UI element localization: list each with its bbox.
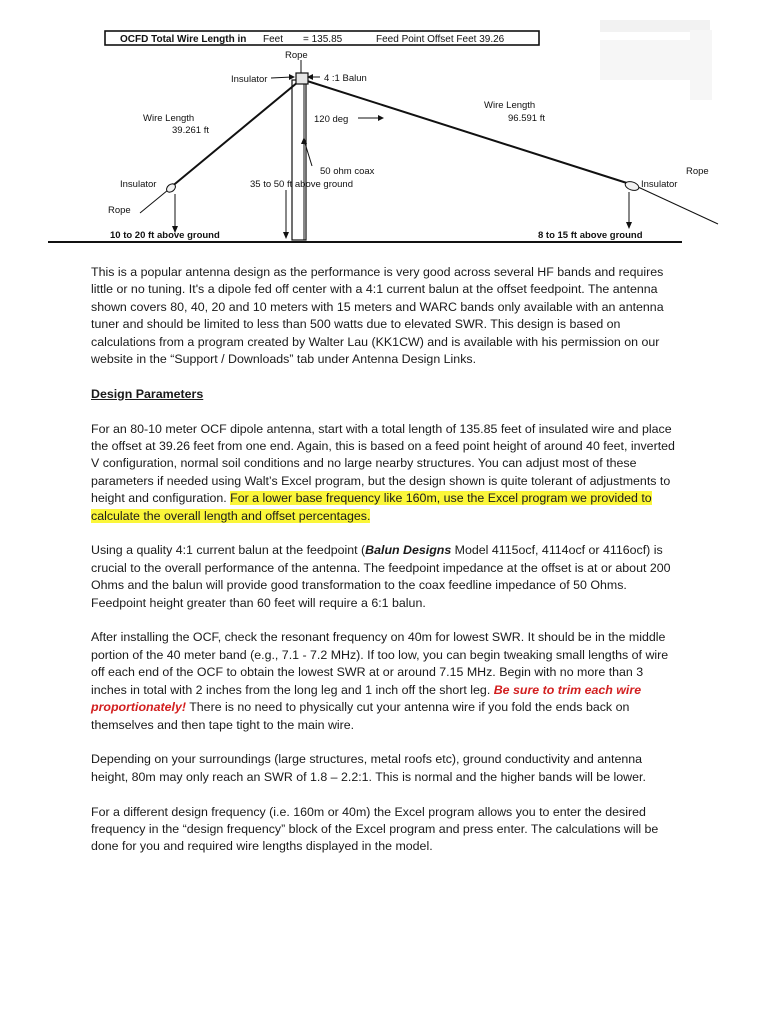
label-angle: 120 deg	[314, 114, 349, 125]
label-wire-left: Wire Length	[143, 113, 195, 124]
highlighted-text: For a lower base frequency like 160m, use the Excel program we provided to calculate the overall length and offset percentages.	[91, 491, 652, 523]
rope-left-line	[140, 190, 168, 213]
label-rope-right: Rope	[686, 166, 709, 177]
label-rope-left: Rope	[108, 205, 131, 216]
arrow-right-ground	[626, 222, 632, 229]
paragraph-tuning-text-a: After installing the OCF, check the resonant frequency on 40m for lowest SWR. It should be in the middle portion of the 40 meter band (e.g., 7.1 - 7.2 MHz). If too low, you can begin tweaking small lengths of wire off each end of the OCF to obtain the lowest SWR at or around 7.15 MHz. Begin with no more than 3 inches in total with 2 inches from the long leg and 1 inch off the short leg.	[91, 630, 669, 697]
header-offset: Feed Point Offset Feet 39.26	[376, 34, 505, 45]
paragraph-intro: This is a popular antenna design as the performance is very good across several HF bands and requires little or no tuning. It's a dipole fed off center with a 4:1 current balun at the offset feedpoint. The antenna shown covers 80, 40, 20 and 10 meters with 15 meters and WARC bands only available with an antenna tuner and should be limited to less than 500 watts due to elevated SWR. This design is based on calculations from a program created by Walter Lau (KK1CW) and is available with his permission on our website in the “Support / Downloads” tab under Antenna Design Links.	[91, 265, 664, 367]
paragraph-balun-text-b: Model 4115ocf, 4114ocf or 4116ocf) is crucial to the overall performance of the antenna. The feedpoint impedance at the offset is at or about 200 Ohms and the balun will provide good transformation to the coax feedline impedance of 50 Ohms. Feedpoint height greater than 60 feet will require a 6:1 balun.	[91, 543, 671, 610]
header-title: OCFD Total Wire Length in	[120, 34, 247, 45]
paragraph-surroundings: Depending on your surroundings (large structures, metal roofs etc), ground conductivity and antenna height, 80m may only reach an SWR of 1.8 – 2.2:1. This is normal and the higher bands will be lower.	[91, 752, 646, 784]
label-feed-height: 35 to 50 ft above ground	[250, 179, 353, 190]
label-wire-right-value: 96.591 ft	[508, 113, 545, 124]
label-balun: 4 :1 Balun	[324, 73, 367, 84]
balun-icon	[296, 73, 308, 84]
label-insulator-left: Insulator	[120, 179, 157, 190]
document-body	[91, 264, 681, 873]
paragraph-parameters	[91, 421, 681, 525]
label-wire-left-value: 39.261 ft	[172, 125, 209, 136]
scan-artifact	[600, 20, 712, 100]
paragraph-design-frequency: For a different design frequency (i.e. 160m or 40m) the Excel program allows you to enter the desired frequency in the “design frequency” block of the Excel program and press enter. The calculations will be done for you and required wire lengths displayed in the model.	[91, 804, 659, 854]
warning-text: Be sure to trim each wire proportionately!	[91, 682, 642, 715]
arrow-insulator-top	[289, 74, 295, 80]
paragraph-parameters-text: For an 80-10 meter OCF dipole antenna, start with a total length of 135.85 feet of insulated wire and place the offset at 39.26 feet from one end. Again, this is based on a feed point height of around 40 feet, inverted V configuration, normal soil conditions and no large nearby structures. You can adjust most of these parameters if needed using Walt’s Excel program, but the design shown is quite tolerant of adjustments to height and configuration.	[91, 421, 675, 506]
antenna-diagram	[0, 0, 768, 250]
label-wire-right: Wire Length	[484, 100, 536, 111]
label-insulator-top: Insulator	[231, 74, 268, 85]
label-rope-top: Rope	[285, 50, 308, 61]
section-heading: Design Parameters	[91, 386, 204, 401]
insulator-right-icon	[624, 180, 640, 192]
paragraph-balun	[91, 542, 681, 612]
arrow-angle	[378, 115, 384, 121]
label-ground-right: 8 to 15 ft above ground	[538, 230, 643, 241]
paragraph-tuning-text-b: There is no need to physically cut your antenna wire if you fold the ends back on themselves and then tape tight to the main wire.	[91, 700, 630, 732]
header-total: = 135.85	[303, 34, 343, 45]
label-insulator-right: Insulator	[641, 179, 678, 190]
rope-right-line	[638, 187, 718, 224]
brand-name: Balun Designs	[365, 543, 452, 558]
paragraph-tuning	[91, 629, 681, 733]
paragraph-balun-text-a: Using a quality 4:1 current balun at the feedpoint (	[91, 543, 366, 558]
label-coax: 50 ohm coax	[320, 166, 375, 177]
label-ground-left: 10 to 20 ft above ground	[110, 230, 220, 241]
header-feet: Feet	[263, 34, 284, 45]
arrow-feed-ground	[283, 232, 289, 239]
